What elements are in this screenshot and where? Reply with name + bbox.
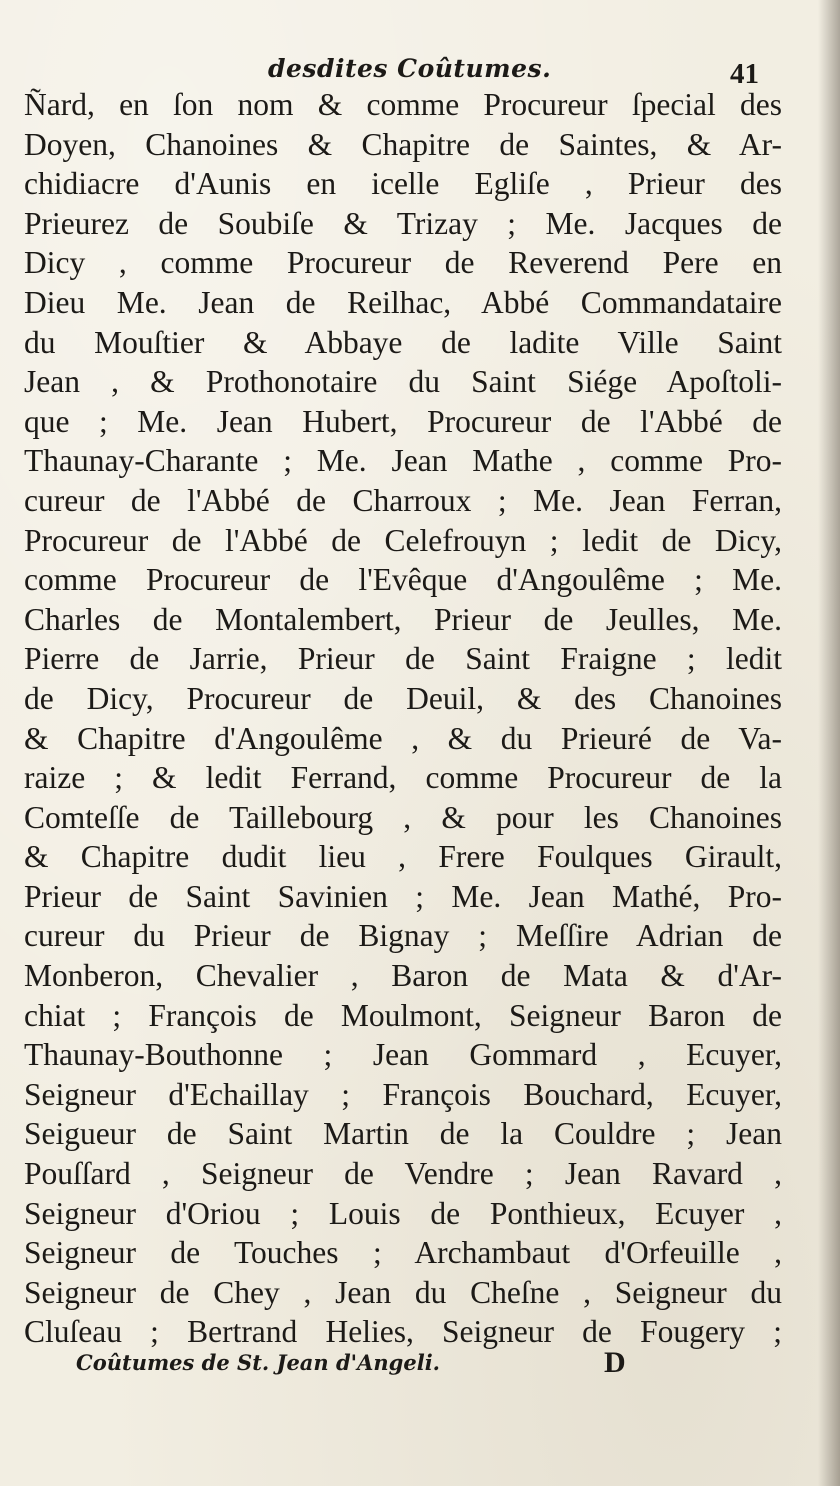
- body-text: [24, 85, 782, 1352]
- text-line: Prieur de Saint Savinien ; Me. Jean Mathé, Pro-: [24, 878, 782, 914]
- footer-title: Coûtumes de St. Jean d'Angeli.: [76, 1350, 440, 1375]
- text-line: Dicy , comme Procureur de Reverend Pere en: [24, 245, 782, 281]
- text-line: raize ; & ledit Ferrand, comme Procureur de la: [24, 760, 782, 796]
- text-line: Comteſſe de Taillebourg , & pour les Chanoines: [24, 799, 782, 835]
- text-line: Seigneur de Touches ; Archambaut d'Orfeuille ,: [24, 1235, 782, 1271]
- page-header: [0, 48, 840, 90]
- text-line: & Chapitre dudit lieu , Frere Foulques Girault,: [24, 839, 782, 875]
- text-line: Seigneur de Chey , Jean du Cheſne , Seigneur du: [24, 1274, 782, 1310]
- text-line: Dieu Me. Jean de Reilhac, Abbé Commandataire: [24, 284, 782, 320]
- text-line: Cluſeau ; Bertrand Helies, Seigneur de Fougery ;: [24, 1314, 782, 1350]
- page-footer: [0, 1344, 840, 1388]
- text-line: Charles de Montalembert, Prieur de Jeulles, Me.: [24, 601, 782, 637]
- text-line: du Mouſtier & Abbaye de ladite Ville Saint: [24, 324, 782, 360]
- running-title: desdites Coûtumes.: [268, 54, 552, 83]
- text-line: cureur de l'Abbé de Charroux ; Me. Jean Ferran,: [24, 482, 782, 518]
- text-line: que ; Me. Jean Hubert, Procureur de l'Abbé de: [24, 403, 782, 439]
- text-line: chidiacre d'Aunis en icelle Egliſe , Prieur des: [24, 166, 782, 202]
- text-line: Seigneur d'Oriou ; Louis de Ponthieux, Ecuyer ,: [24, 1195, 782, 1231]
- page-number: 41: [730, 58, 759, 90]
- text-line: Pierre de Jarrie, Prieur de Saint Fraigne ; ledit: [24, 641, 782, 677]
- text-line: cureur du Prieur de Bignay ; Meſſire Adrian de: [24, 918, 782, 954]
- text-line: Thaunay-Charante ; Me. Jean Mathe , comme Pro-: [24, 443, 782, 479]
- text-line: Seigueur de Saint Martin de la Couldre ; Jean: [24, 1116, 782, 1152]
- text-line: Procureur de l'Abbé de Celefrouyn ; ledit de Dicy,: [24, 522, 782, 558]
- text-line: Seigneur d'Echaillay ; François Bouchard, Ecuyer,: [24, 1076, 782, 1112]
- text-line: comme Procureur de l'Evêque d'Angoulême ; Me.: [24, 562, 782, 598]
- text-line: Monberon, Chevalier , Baron de Mata & d'Ar-: [24, 958, 782, 994]
- text-line: Thaunay-Bouthonne ; Jean Gommard , Ecuyer,: [24, 1037, 782, 1073]
- text-line: Pouſſard , Seigneur de Vendre ; Jean Ravard ,: [24, 1156, 782, 1192]
- page-edge-shadow: [818, 0, 840, 1486]
- text-line: Doyen, Chanoines & Chapitre de Saintes, & Ar-: [24, 126, 782, 162]
- text-line: de Dicy, Procureur de Deuil, & des Chanoines: [24, 680, 782, 716]
- text-line: Ñard, en ſon nom & comme Procureur ſpecial des: [24, 87, 782, 122]
- text-line: chiat ; François de Moulmont, Seigneur Baron de: [24, 997, 782, 1033]
- signature-mark: D: [604, 1346, 626, 1379]
- text-line: Jean , & Prothonotaire du Saint Siége Apoſtoli-: [24, 364, 782, 400]
- text-line: Prieurez de Soubiſe & Trizay ; Me. Jacques de: [24, 205, 782, 241]
- text-line: & Chapitre d'Angoulême , & du Prieuré de Va-: [24, 720, 782, 756]
